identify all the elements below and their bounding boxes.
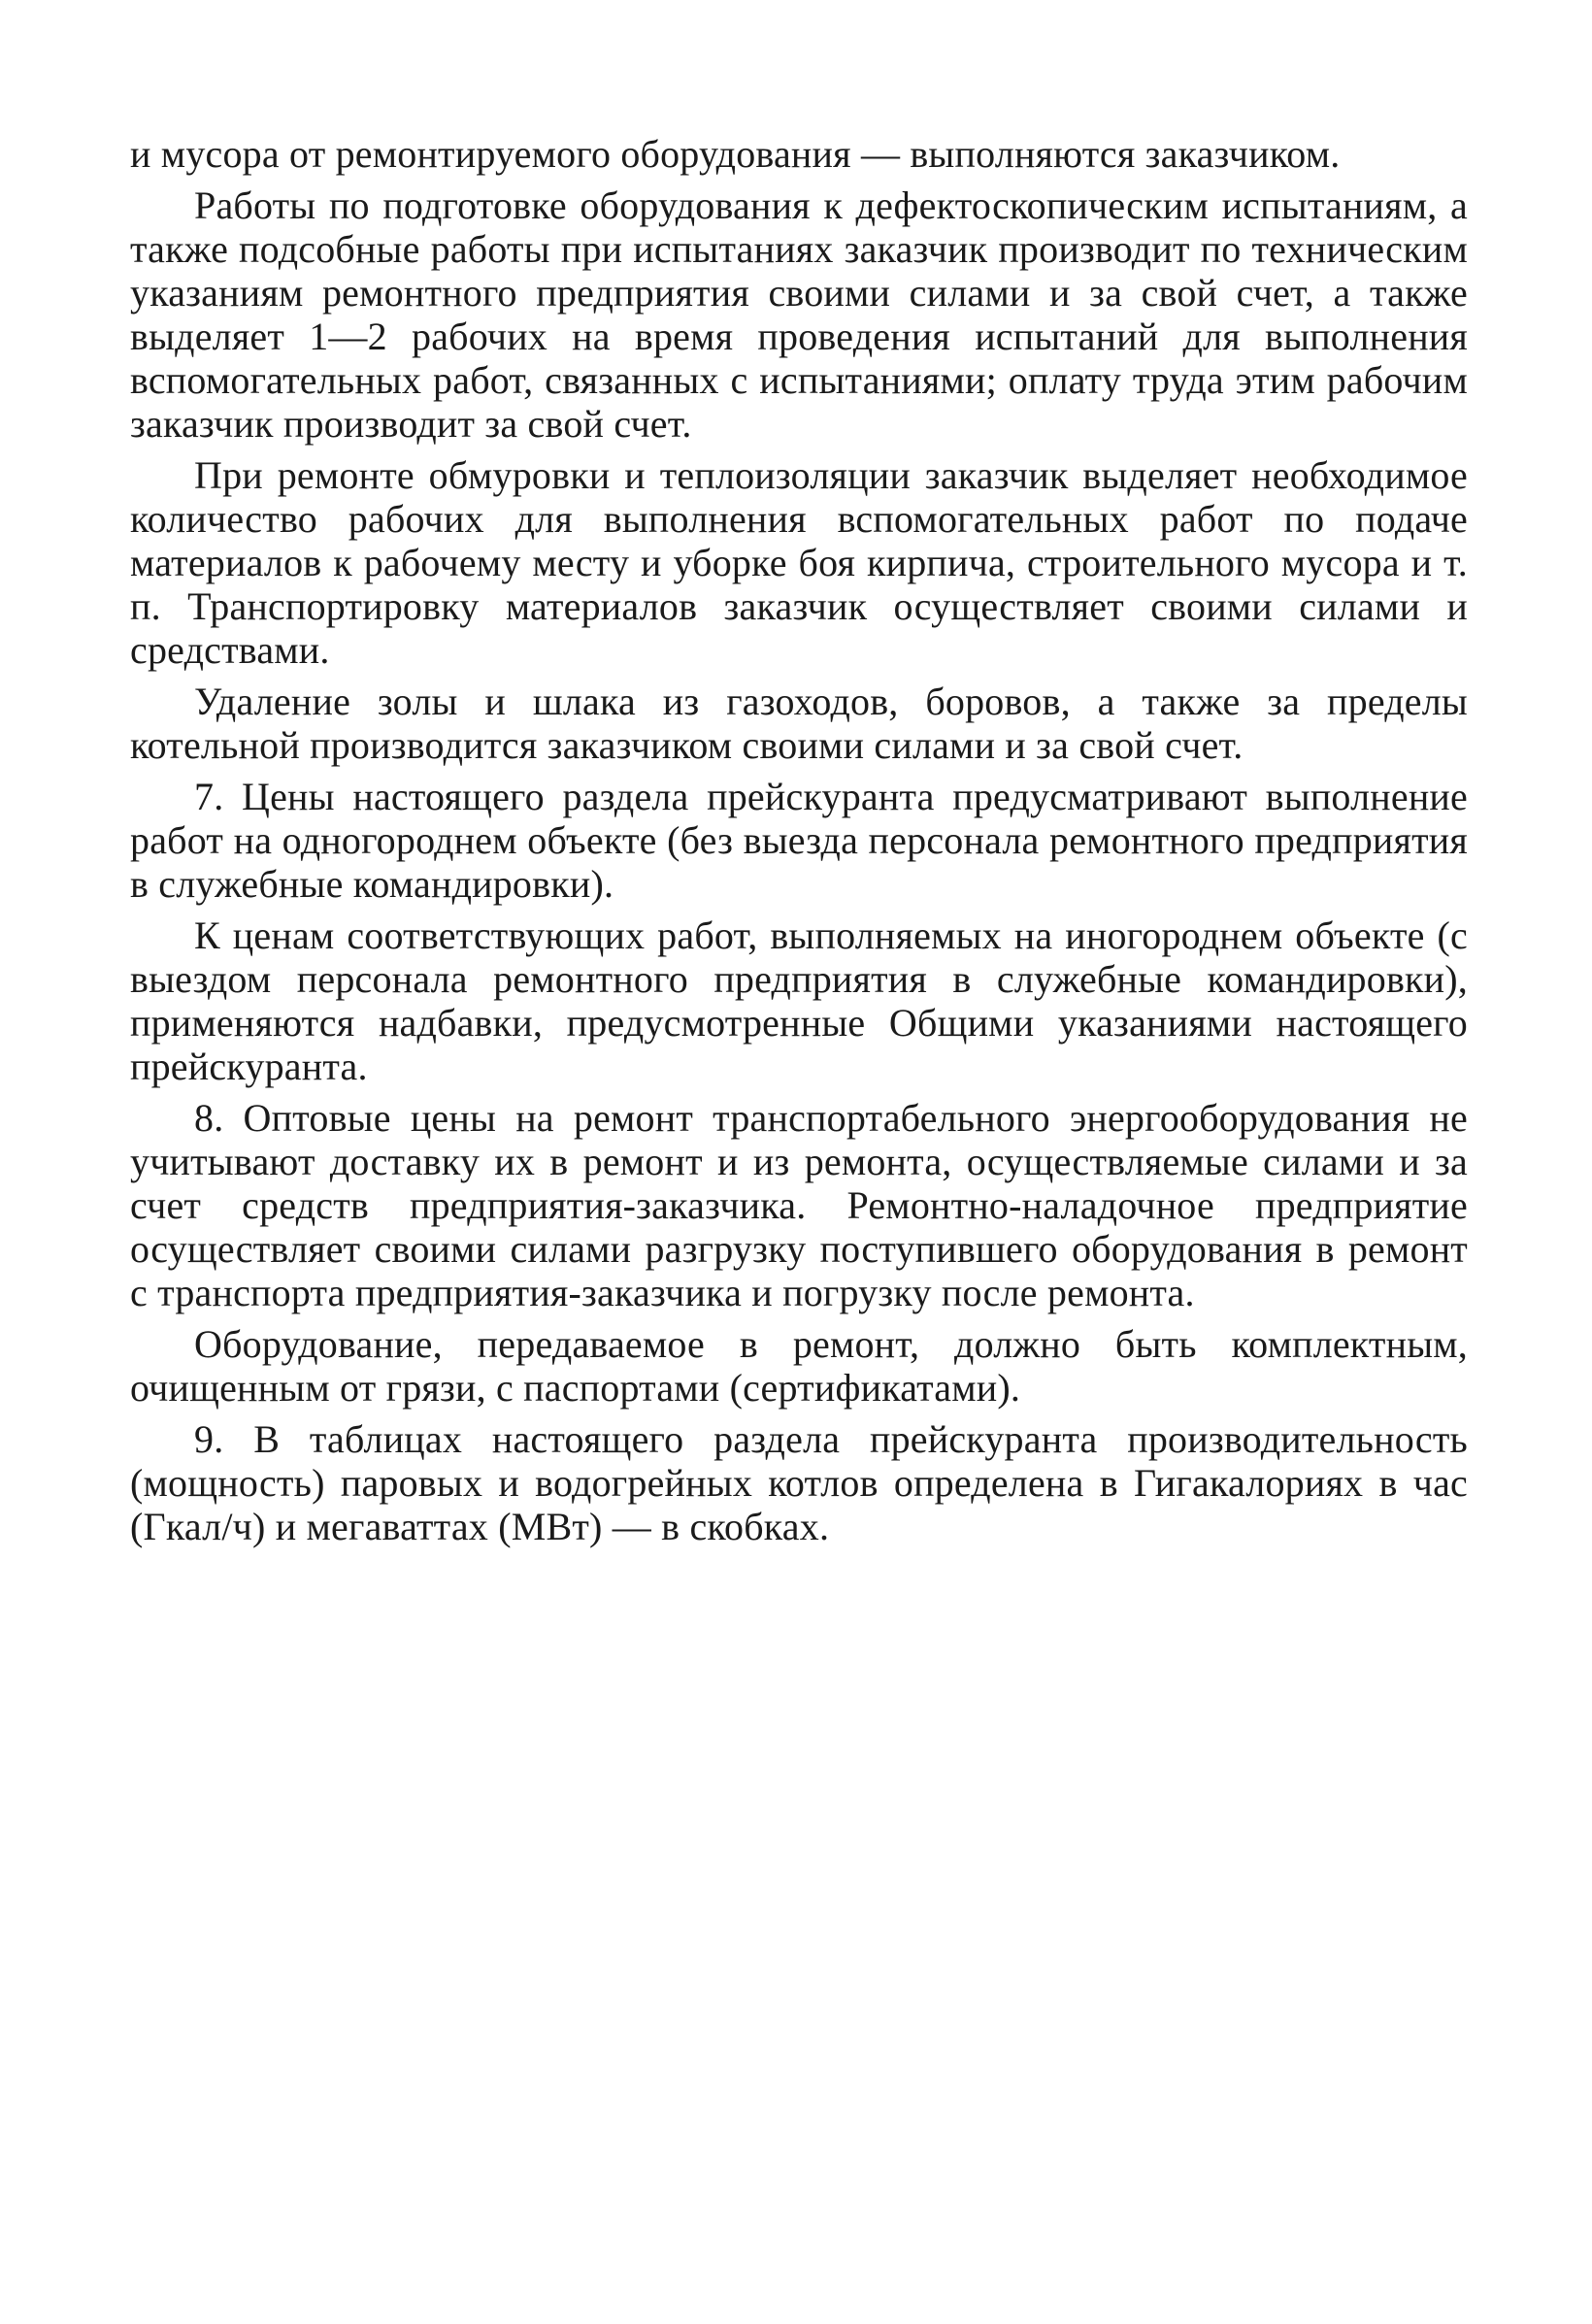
paragraph-equipment-condition: Оборудование, передаваемое в ремонт, должно быть комплектным, очищенным от грязи, с паспортами (сертификатами). [130, 1322, 1468, 1410]
paragraph-insulation-repair: При ремонте обмуровки и теплоизоляции заказчик выделяет необходимое количество рабочих для выполнения вспомогательных работ по подаче материалов к рабочему месту и уборке боя кирпича, строительного мусора и т. п. Транспортировку материалов заказчик осуществляет своими силами и средствами. [130, 453, 1468, 672]
paragraph-item-8: 8. Оптовые цены на ремонт транспортабельного энергооборудования не учитывают доставку их в ремонт и из ремонта, осуществляемые силами и за счет средств предприятия-заказчика. Ремонтно-наладочное предприятие осуществляет своими силами разгрузку поступившего оборудования в ремонт с транспорта предприятия-заказчика и погрузку после ремонта. [130, 1096, 1468, 1314]
paragraph-continuation: и мусора от ремонтируемого оборудования — выполняются заказчиком. [130, 132, 1341, 176]
paragraph-surcharges: К ценам соответствующих работ, выполняемых на иногороднем объекте (с выездом персонала ремонтного предприятия в служебные командировки), применяются надбавки, предусмотренные Общими указаниями настоящего прейскуранта. [130, 913, 1468, 1088]
paragraph-defectoscopy: Работы по подготовке оборудования к дефектоскопическим испытаниям, а также подсобные работы при испытаниях заказчик производит по техническим указаниям ремонтного предприятия своими силами и за свой счет, а также выделяет 1—2 рабочих на время проведения испытаний для выполнения вспомогательных работ, связанных с испытаниями; оплату труда этим рабочим заказчик производит за свой счет. [130, 183, 1468, 446]
paragraph-item-7: 7. Цены настоящего раздела прейскуранта предусматривают выполнение работ на одногороднем объекте (без выезда персонала ремонтного предприятия в служебные командировки). [130, 775, 1468, 906]
paragraph-ash-removal: Удаление золы и шлака из газоходов, боровов, а также за пределы котельной производится заказчиком своими силами и за свой счет. [130, 680, 1468, 767]
document-body [130, 132, 1468, 1548]
paragraph-item-9: 9. В таблицах настоящего раздела прейскуранта производительность (мощность) паровых и водогрейных котлов определена в Гигакалориях в час (Гкал/ч) и мегаваттах (МВт) — в скобках. [130, 1417, 1468, 1548]
